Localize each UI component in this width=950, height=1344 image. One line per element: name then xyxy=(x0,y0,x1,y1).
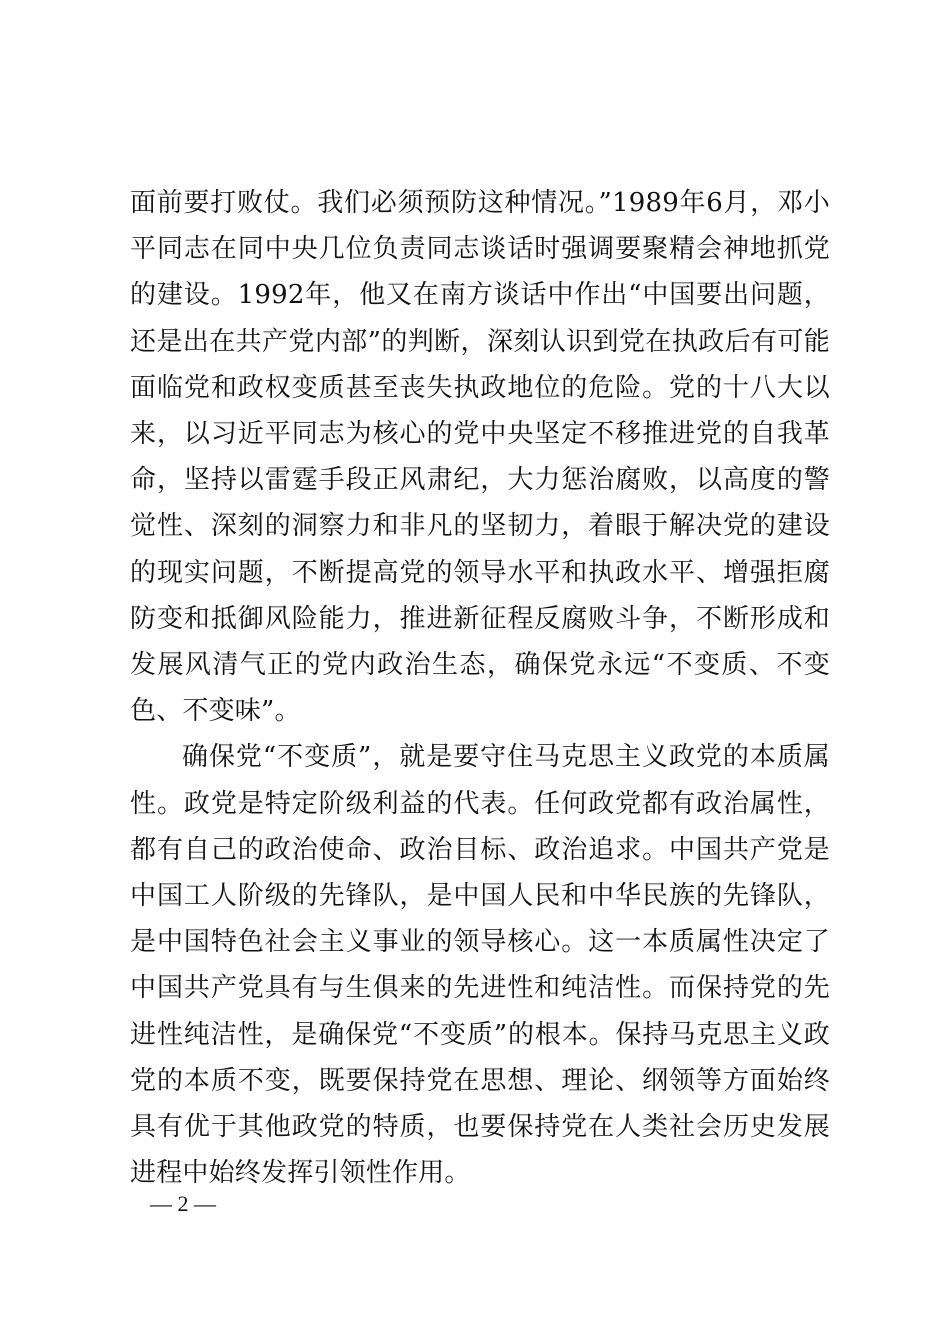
page-number: — 2 — xyxy=(150,1191,216,1216)
body-text xyxy=(130,180,830,1196)
paragraph-continuation: 面前要打败仗。我们必须预防这种情况。”1989年6月，邓小平同志在同中央几位负责同志谈话时强调要聚精会神地抓党的建设。1992年，他又在南方谈话中作出“中国要出问题，还是出在共产党内部”的判断，深刻认识到党在执政后有可能面临党和政权变质甚至丧失执政地位的危险。党的十八大以来，以习近平同志为核心的党中央坚定不移推进党的自我革命，坚持以雷霆手段正风肃纪，大力惩治腐败，以高度的警觉性、深刻的洞察力和非凡的坚韧力，着眼于解决党的建设的现实问题，不断提高党的领导水平和执政水平、增强拒腐防变和抵御风险能力，推进新征程反腐败斗争，不断形成和发展风清气正的党内政治生态，确保党永远“不变质、不变色、不变味”。 xyxy=(130,188,830,727)
paragraph-not-degenerate: 确保党“不变质”，就是要守住马克思主义政党的本质属性。政党是特定阶级利益的代表。任何政党都有政治属性，都有自己的政治使命、政治目标、政治追求。中国共产党是中国工人阶级的先锋队，是中国人民和中华民族的先锋队，是中国特色社会主义事业的领导核心。这一本质属性决定了中国共产党具有与生俱来的先进性和纯洁性。而保持党的先进性纯洁性，是确保党“不变质”的根本。保持马克思主义政党的本质不变，既要保持党在思想、理论、纲领等方面始终具有优于其他政党的特质，也要保持党在人类社会历史发展进程中始终发挥引领性作用。 xyxy=(130,742,830,1189)
